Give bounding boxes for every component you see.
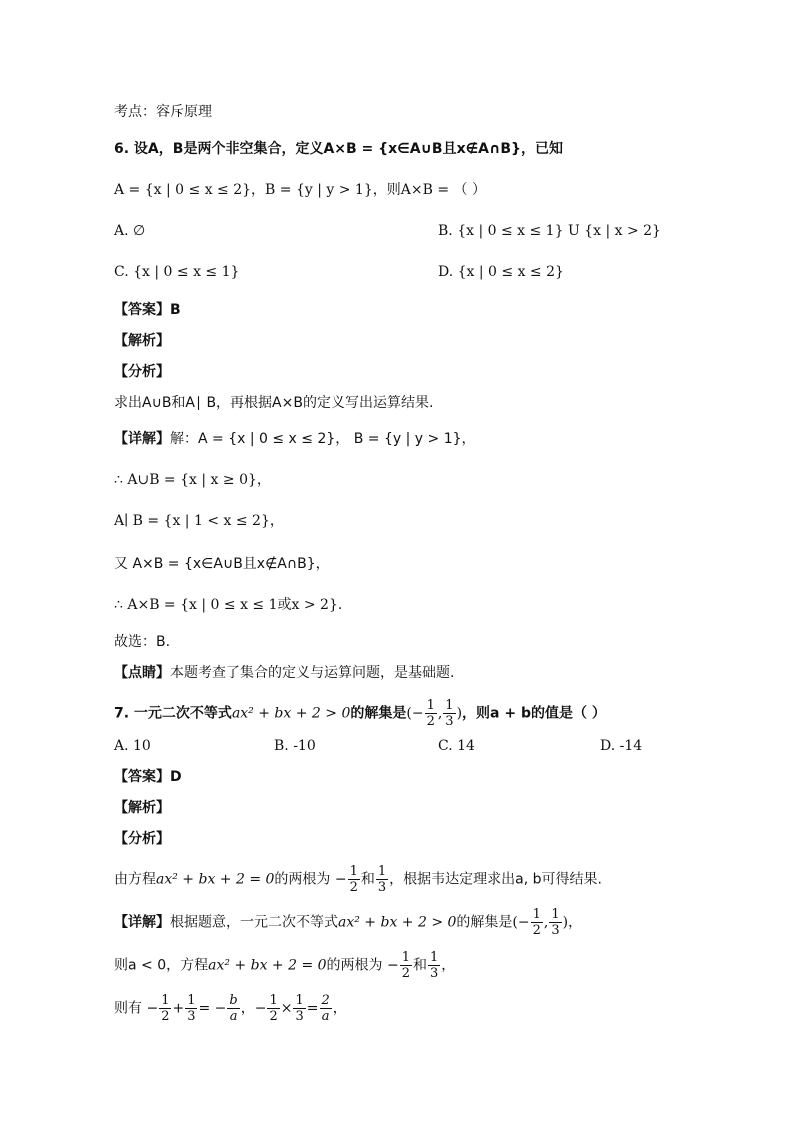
q7-s3-pre: 则有 −: [114, 1000, 159, 1017]
q7-s2-f1d: 2: [401, 966, 411, 981]
q7-s3-c-n: b: [229, 993, 238, 1008]
q6-fenxi-text: 求出A∪B和A∣ B，再根据A×B的定义写出运算结果.: [114, 395, 434, 411]
q7-answer-value: D: [170, 769, 182, 785]
q7-s3-sep: ，−: [240, 1000, 267, 1017]
q7-fenxi-f1n: 1: [349, 864, 358, 879]
q6-dianjing-text: 本题考查了集合的定义与运算问题，是基础题.: [170, 665, 455, 681]
q6-jiexi: 【解析】: [114, 333, 170, 349]
q7-fenxi-frac2: [376, 864, 388, 895]
q7-jiexi: 【解析】: [114, 800, 170, 816]
q7-xiangjie-pre: 根据题意，一元二次不等式: [170, 914, 338, 931]
q7-option-d: D. -14: [600, 738, 643, 754]
q7-s3-post: ，: [332, 1000, 347, 1017]
q7-s3-frac-b: [185, 993, 197, 1024]
q7-s3-f-d: a: [321, 1009, 330, 1024]
q7-s3-b-d: 3: [187, 1009, 196, 1024]
q7-f2-num: 1: [445, 698, 454, 713]
q7-s2-frac2: [428, 950, 440, 981]
q7-mid: 的解集是: [350, 705, 407, 722]
q7-fenxi-post: ，根据韦达定理求出a, b可得结果.: [389, 871, 602, 888]
q7-f2-den: 3: [445, 714, 454, 729]
q6-dianjing: [114, 663, 454, 683]
q7-xiangjie-label: 【详解】: [114, 914, 170, 931]
q7-xiangjie-f2n: 1: [551, 907, 560, 922]
q7-s2-f2d: 3: [430, 966, 439, 981]
q7-s2-f1n: 1: [401, 950, 411, 965]
q6-dianjing-label: 【点睛】: [114, 665, 170, 681]
q7-answer-label: 【答案】: [114, 769, 170, 785]
q6-option-b: B. {x | 0 ≤ x ≤ 1} U {x | x > 2}: [438, 223, 661, 239]
q6-step-4: 又 A×B = {x∈A∪B且x∉A∩B}，: [114, 556, 330, 572]
q6-answer-label: 【答案】: [114, 302, 170, 318]
q7-option-a: A. 10: [114, 738, 151, 754]
q7-s3-frac-c: [227, 993, 239, 1024]
q7-s2-and: 和: [413, 957, 428, 974]
q6-option-d: D. {x | 0 ≤ x ≤ 2}: [438, 264, 564, 280]
q7-s3-f-n: 2: [321, 993, 330, 1008]
q7-xiangjie-f1d: 2: [532, 923, 541, 938]
q7-xiangjie: [114, 907, 582, 938]
q7-inequality: ax² + bx + 2 > 0: [231, 705, 351, 722]
q6-answer: [114, 300, 181, 320]
q7-fenxi-f2d: 3: [377, 880, 387, 895]
q7-fenxi-eq: ax² + bx + 2 = 0: [156, 871, 275, 888]
q7-fenxi-mid: 的两根为 −: [274, 871, 347, 888]
q6-option-a: A. ∅: [114, 223, 146, 239]
q7-s3-frac-d: [267, 993, 279, 1024]
q7-s2-frac1: [400, 950, 412, 981]
q7-xiangjie-ineq: ax² + bx + 2 > 0: [338, 914, 457, 931]
q7-s3-e-d: 3: [295, 1009, 304, 1024]
q7-s3-d-d: 2: [269, 1009, 278, 1024]
q7-s3-a-n: 1: [161, 993, 170, 1008]
q6-step-2: ∴ A∪B = {x | x ≥ 0}，: [114, 472, 271, 488]
q7-s3-b-n: 1: [187, 993, 196, 1008]
q7-s3-frac-a: [159, 993, 171, 1024]
q7-s3-times: ×: [280, 1000, 293, 1017]
q6-option-c: C. {x | 0 ≤ x ≤ 1}: [114, 264, 240, 280]
q7-fenxi-f2n: 1: [377, 864, 387, 879]
q6-xiangjie-label: 【详解】: [114, 431, 170, 447]
q7-xiangjie-frac1: [531, 907, 543, 938]
q7-s3-eq1: = −: [198, 1000, 227, 1017]
q6-xiangjie: [114, 429, 476, 449]
q7-fenxi-and: 和: [360, 871, 375, 888]
q7-fenxi-f1d: 2: [349, 880, 358, 895]
q7-xiangjie-f2d: 3: [551, 923, 560, 938]
question-6-given: A = {x | 0 ≤ x ≤ 2}，B = {y | y > 1}，则A×B = （ ）: [114, 182, 486, 198]
q7-s2-pre: 则a < 0，方程: [114, 957, 209, 974]
q7-s3-plus: +: [172, 1000, 185, 1017]
q7-fenxi-frac1: [348, 864, 360, 895]
q7-fenxi-pre: 由方程: [114, 871, 156, 888]
q7-step-3: [114, 993, 347, 1024]
q7-post: ，则a + b的值是（ ）: [462, 705, 606, 722]
q7-s3-a-d: 2: [161, 1009, 170, 1024]
question-6-stem: [114, 139, 563, 159]
q7-s2-mid: 的两根为 −: [326, 957, 399, 974]
q7-step-2: [114, 950, 455, 981]
q7-s3-frac-f: [320, 993, 332, 1024]
q7-f1-num: 1: [426, 698, 435, 713]
q6-xiangjie-text: 解：A = {x | 0 ≤ x ≤ 2}， B = {y | y > 1}，: [170, 431, 476, 447]
q7-frac-half: [425, 698, 437, 729]
q7-fenxi-text: [114, 864, 602, 895]
q7-comma: ,: [437, 705, 443, 722]
q7-s2-f2n: 1: [430, 950, 439, 965]
q7-s3-c-d: a: [229, 1009, 238, 1024]
q6-text: 6. 设A，B是两个非空集合，定义A×B = {x∈A∪B且x∉A∩B}，已知: [114, 141, 563, 157]
q7-s3-e-n: 1: [295, 993, 304, 1008]
q7-xiangjie-mid: 的解集是: [456, 914, 513, 931]
question-7-stem: [114, 698, 606, 729]
q7-pre: 7. 一元二次不等式: [114, 705, 232, 722]
q7-s3-d-n: 1: [269, 993, 278, 1008]
q6-fenxi: 【分析】: [114, 364, 170, 380]
q7-f1-den: 2: [426, 714, 435, 729]
q7-fenxi: 【分析】: [114, 831, 170, 847]
q7-set-open: (−: [406, 705, 424, 722]
q6-answer-value: B: [170, 302, 181, 318]
q6-guxuan: 故选：B.: [114, 634, 171, 650]
q7-frac-third: [443, 698, 455, 729]
q7-xiangjie-comma: ,: [543, 914, 549, 931]
q7-answer: [114, 767, 182, 787]
q7-s2-eq: ax² + bx + 2 = 0: [208, 957, 327, 974]
q7-set-close: ): [456, 705, 463, 722]
q6-step-5: ∴ A×B = {x | 0 ≤ x ≤ 1或x > 2}.: [114, 597, 343, 613]
q7-xiangjie-open: (−: [512, 914, 530, 931]
q6-step-3: A∣ B = {x | 1 < x ≤ 2}，: [114, 513, 284, 529]
q7-s3-eq2: =: [306, 1000, 319, 1017]
q7-option-b: B. -10: [274, 738, 316, 754]
q7-xiangjie-close: )，: [562, 914, 583, 931]
kaodian-line: 考点：容斥原理: [114, 104, 212, 120]
q7-xiangjie-frac2: [549, 907, 561, 938]
q7-s2-post: ，: [441, 957, 456, 974]
q7-option-c: C. 14: [438, 738, 475, 754]
q7-s3-frac-e: [293, 993, 305, 1024]
q7-xiangjie-f1n: 1: [532, 907, 541, 922]
